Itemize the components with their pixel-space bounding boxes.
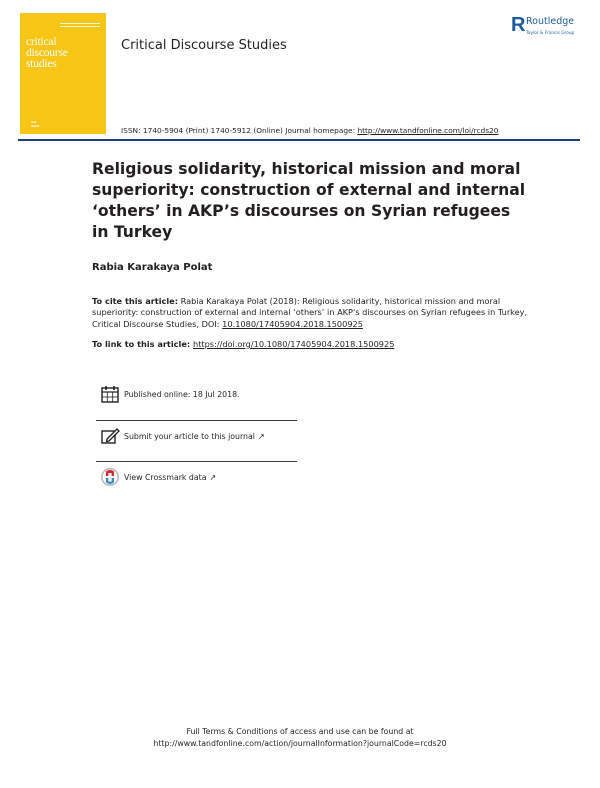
external-link-icon: ↗ bbox=[257, 432, 265, 441]
cover-title-line: studies bbox=[26, 58, 57, 70]
issn-line bbox=[121, 126, 498, 135]
submit-article-link[interactable] bbox=[124, 432, 265, 441]
crossmark-row[interactable] bbox=[96, 467, 296, 493]
cite-label: To cite this article: bbox=[92, 296, 178, 306]
cover-publisher-mark: ▬▬ ▬▬▬ bbox=[31, 120, 40, 128]
published-date: Published online: 18 Jul 2018. bbox=[124, 390, 240, 399]
citation-block bbox=[92, 296, 532, 330]
edit-icon bbox=[100, 426, 120, 446]
header-divider bbox=[18, 139, 580, 141]
submit-row[interactable] bbox=[96, 426, 296, 452]
external-link-icon: ↗ bbox=[209, 473, 217, 482]
author-name[interactable]: Rabia Karakaya Polat bbox=[92, 262, 213, 273]
submit-article-text: Submit your article to this journal bbox=[124, 432, 255, 441]
cover-title-line: discourse bbox=[26, 47, 68, 59]
footer-terms-link[interactable]: http://www.tandfonline.com/action/journalInformation?journalCode=rcds20 bbox=[153, 738, 447, 748]
calendar-icon bbox=[100, 384, 120, 404]
published-row bbox=[96, 384, 296, 410]
crossmark-text: View Crossmark data bbox=[124, 473, 207, 482]
cite-doi-link[interactable]: 10.1080/17405904.2018.1500925 bbox=[222, 318, 363, 329]
article-title: Religious solidarity, historical mission and moral superiority: construction of external and internal ‘others’ in AKP’s discourses on Syrian refugees in Turkey bbox=[92, 160, 526, 241]
publisher-sub: Taylor & Francis Group bbox=[526, 31, 575, 36]
info-divider bbox=[96, 461, 297, 462]
journal-homepage-link[interactable]: http://www.tandfonline.com/loi/rcds20 bbox=[357, 126, 499, 135]
article-doi-link[interactable]: https://doi.org/10.1080/17405904.2018.1500925 bbox=[193, 339, 395, 349]
cover-title bbox=[26, 37, 104, 70]
routledge-r-icon: R bbox=[511, 14, 526, 36]
cite-text: Rabia Karakaya Polat (2018): Religious solidarity, historical mission and moral superiority: construction of external and internal ‘others’ in AKP's discourses on Syrian refugees in Turkey, Critical Discourse Studies, DOI: bbox=[92, 296, 528, 329]
journal-cover-image bbox=[20, 13, 106, 134]
issn-text: ISSN: 1740-5904 (Print) 1740-5912 (Online) Journal homepage: bbox=[121, 126, 358, 135]
journal-name[interactable]: Critical Discourse Studies bbox=[121, 38, 287, 53]
crossmark-link[interactable] bbox=[124, 473, 216, 482]
footer-terms bbox=[0, 726, 600, 749]
publisher-name: Routledge bbox=[526, 16, 575, 27]
link-label: To link to this article: bbox=[92, 339, 193, 349]
routledge-logo bbox=[511, 15, 591, 45]
cover-decoration bbox=[60, 23, 100, 27]
link-block bbox=[92, 339, 394, 349]
info-divider bbox=[96, 420, 297, 421]
cover-title-line: critical bbox=[26, 36, 57, 48]
crossmark-icon bbox=[100, 467, 120, 487]
footer-line: Full Terms & Conditions of access and use can be found at bbox=[186, 727, 414, 736]
